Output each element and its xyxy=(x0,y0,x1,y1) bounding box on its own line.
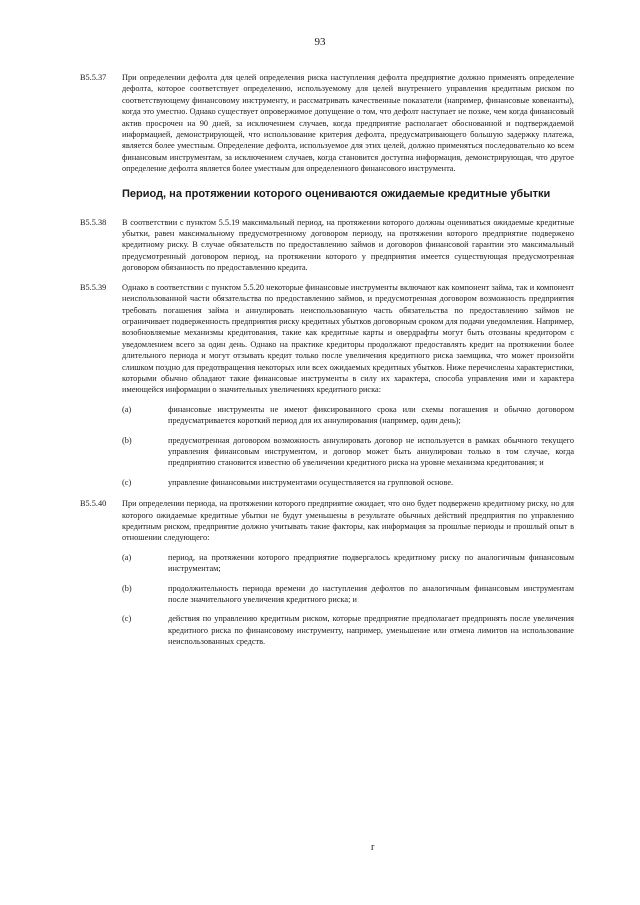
paragraph-b5-5-37 xyxy=(80,72,574,175)
paragraph-body xyxy=(122,498,574,649)
list-item xyxy=(122,552,574,575)
document-body xyxy=(80,72,574,658)
paragraph-body xyxy=(122,282,574,491)
item-label: (c) xyxy=(122,614,132,624)
paragraph-b5-5-38 xyxy=(80,217,574,274)
paragraph-number: B5.5.38 xyxy=(80,217,107,227)
paragraph-number: B5.5.39 xyxy=(80,282,107,292)
item-label: (a) xyxy=(122,552,132,562)
list-item xyxy=(122,477,574,488)
item-text: управление финансовыми инструментами осуществляется на групповой основе. xyxy=(168,477,454,487)
item-label: (a) xyxy=(122,404,132,414)
paragraph-text: Однако в соответствии с пунктом 5.5.20 некоторые финансовые инструменты включают как компонент займа, так и компонент неиспользованной части обязательства по предоставлению займов, и предусмотренная договором возможность предприятия требовать погашения займа и аннулировать неиспользованную часть обязательства по предоставлению займов не ограничивает подверженность предприятия риску кредитных убытков договорным сроком для подачи уведомления. Например, возобновляемые механизмы кредитования, такие как кредитные карты и овердрафты могут быть отозваны кредитором с уведомлением всего за один день. Однако на практике кредиторы продолжают предоставлять кредит на протяжении более длительного периода и могут отзывать кредит только после увеличения кредитного риска заемщика, что может произойти слишком поздно для предотвращения некоторых или всех ожидаемых кредитных убытков. Ниже перечислены характеристики, которыми обычно обладают такие финансовые инструменты в силу их характера, способа управления ими и характера имеющейся информации о значительных увеличениях кредитного риска: xyxy=(122,282,574,395)
page-number: 93 xyxy=(314,36,326,48)
paragraph-number: B5.5.37 xyxy=(80,73,107,82)
list-item xyxy=(122,583,574,606)
item-text: период, на протяжении которого предприятие подвергалось кредитному риску по аналогичным финансовым инструментам; xyxy=(168,552,574,574)
section-heading: Период, на протяжении которого оцениваются ожидаемые кредитные убытки xyxy=(122,187,551,200)
paragraph-text: При определении периода, на протяжении которого предприятие ожидает, что оно будет подвержено кредитному риску, но для которого ожидаемые кредитные убытки не будут уменьшены в результате обычных действий предприятия по управлению кредитным риском, предприятие должно учитывать такие факторы, как информация за прошлые периоды и прошлый опыт в отношении следующего: xyxy=(122,499,574,543)
paragraph-text: В соответствии с пунктом 5.5.19 максимальный период, на протяжении которого должны оцениваться ожидаемые кредитные убытки, равен максимальному предусмотренному договором периоду, на протяжении которого предприятие подвержено кредитному риску. В случае обязательств по предоставлению займов и договоров финансовой гарантии это максимальный предусмотренный договором период, на протяжении которого у предприятия имеется существующая предусмотренная договором обязанность по предоставлению кредита. xyxy=(122,217,574,273)
item-list xyxy=(122,552,574,648)
item-text: продолжительность периода времени до наступления дефолтов по аналогичным финансовым инструментам после значительного увеличения кредитного риска; и xyxy=(168,583,574,605)
item-text: предусмотренная договором возможность аннулировать договор не используется в рамках обычного текущего управления финансовым инструментом, и договор может быть аннулирован только в том случае, когда предприятию становится известно об увеличении кредитного риска на уровне механизма кредитования; и xyxy=(168,435,574,468)
paragraph-b5-5-39 xyxy=(80,282,574,491)
list-item xyxy=(122,435,574,469)
item-label: (b) xyxy=(122,435,132,445)
list-item xyxy=(122,404,574,427)
item-label: (c) xyxy=(122,477,132,487)
item-text: действия по управлению кредитным риском, которые предприятие предполагает предпринять после увеличения кредитного риска по финансовому инструменту, например, уменьшение или отмена лимитов на использование неиспользованных средств. xyxy=(168,614,574,647)
item-label: (b) xyxy=(122,583,132,593)
paragraph-number: B5.5.40 xyxy=(80,499,107,509)
item-text: финансовые инструменты не имеют фиксированного срока или схемы погашения и обычно договором предусматривается короткий период для их аннулирования (например, один день); xyxy=(168,404,574,426)
item-list xyxy=(122,404,574,488)
list-item xyxy=(122,613,574,647)
footer-mark: r xyxy=(371,842,375,853)
paragraph-b5-5-40 xyxy=(80,498,574,649)
paragraph-text: При определении дефолта для целей определения риска наступления дефолта предприятие должно применять определение дефолта, которое соответствует определению, используемому для целей внутреннего управления кредитным риском по соответствующему финансовому инструменту, и рассматривать качественные показатели (например, финансовые ковенанты), когда это уместно. Однако существует опровержимое допущение о том, что дефолт наступает не позже, чем когда финансовый актив просрочен на 90 дней, за исключением случаев, когда предприятие располагает обоснованной и подтверждаемой информацией, демонстрирующей, что использование критерия дефолта, предусматривающего большую задержку платежа, является более уместным. Определение дефолта, используемое для этих целей, должно применяться последовательно ко всем финансовым инструментам, за исключением случаев, когда становится доступна информация, демонстрирующая, что другое определение дефолта является более уместным для определенного финансового инструмента. xyxy=(122,73,574,174)
